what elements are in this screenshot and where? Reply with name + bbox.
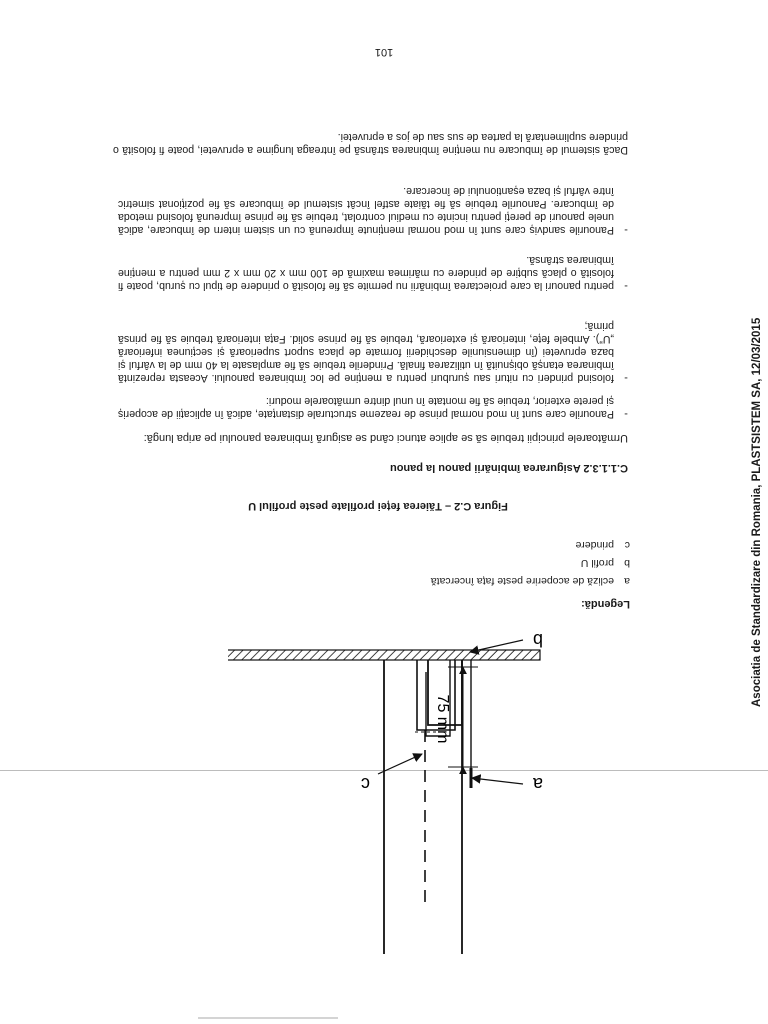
legend-item xyxy=(330,572,630,590)
section-intro: Următoarele principii trebuie să se aplice atunci când se asigură îmbinarea panoului pe aripa lungă: xyxy=(143,432,628,444)
scan-artifact xyxy=(198,1014,338,1022)
list-item xyxy=(118,184,638,236)
list-dash: - xyxy=(624,280,628,292)
legend-key: c xyxy=(624,539,630,551)
legend-text: profil U xyxy=(580,557,614,569)
legend-title: Legendă: xyxy=(581,598,630,610)
label-c: c xyxy=(361,774,370,794)
label-a: a xyxy=(532,774,543,794)
hatched-cover xyxy=(228,650,540,660)
closing-paragraph: Dacă sistemul de îmbucare nu menține îmbinarea strânsă pe întreaga lungime a epruvetei, poate fi folosită o prindere suplimentară la partea de sus sau de jos a epruvetei. xyxy=(113,130,628,156)
dimension-label: 75 mm xyxy=(434,694,451,744)
list-item xyxy=(118,394,638,420)
watermark-text: Asociatia de Standardizare din Romania, PLASTSISTEM SA, 12/03/2015 xyxy=(751,317,763,707)
list-item xyxy=(118,253,638,292)
figure-panel-joint-diagram xyxy=(228,628,668,964)
list-dash: - xyxy=(624,224,628,236)
legend-text: ecliză de acoperire peste fața încercată xyxy=(430,575,614,587)
list-item-text: Panourile care sunt în mod normal prinse de reazeme structurale distanțate, adică în aplicații de acoperiș și perete exterior, trebuie să fie montate în unul dintre următoarele moduri: xyxy=(118,394,614,420)
list-item-text: pentru panouri la care proiectarea îmbinării nu permite să fie folosită o prindere de tipul cu șurub, poate fi folosită o placă subțire de prindere cu mărimea maximă de 100 mm x 20 mm x 2 mm pentru a menține îmbinarea strânsă. xyxy=(118,253,614,292)
page-number: 101 xyxy=(374,46,394,58)
legend-key: a xyxy=(624,575,630,587)
section-heading: C.1.1.3.2 Asigurarea îmbinării panou la panou xyxy=(390,462,628,474)
list-dash: - xyxy=(624,372,628,384)
list-dash: - xyxy=(624,408,628,420)
legend-item xyxy=(330,536,630,554)
list-item-text: folosind prinderi cu nituri sau șuruburi pentru a menține pe loc îmbinarea panoului. Aceasta reprezintă îmbinarea etanșă obișnuită în utilizarea finală. Prinderile trebuie să fie amplasate la 40 mm de la vârful și baza epruvetei (în dimensiunile deschiderii formate de placa suport superioară și secțiunea inferioară „U”). Ambele fețe, interioară și exterioară, trebuie să fie prinse solid. Fața interioară trebuie să fie prinsă primă; xyxy=(118,319,614,384)
label-b: b xyxy=(532,630,543,650)
legend-text: prindere xyxy=(575,539,614,551)
legend xyxy=(330,536,630,610)
legend-key: b xyxy=(624,557,630,569)
figure-caption: Figura C.2 – Tăierea feței profilate peste profilul U xyxy=(248,500,508,512)
list-item xyxy=(118,319,638,384)
legend-item xyxy=(330,554,630,572)
list-item-text: Panourile sandviș care sunt în mod normal menținute împreună cu un sistem intern de îmbucare, adică unele panouri de pereți pentru incinte cu mediul controlat, trebuie să fie prinse împreună folosind metoda de îmbucare. Panourile trebuie să fie tăiate astfel încât sistemul de îmbucare să fie poziționat simetric între vârful și baza eșantionului de încercare. xyxy=(118,184,614,236)
